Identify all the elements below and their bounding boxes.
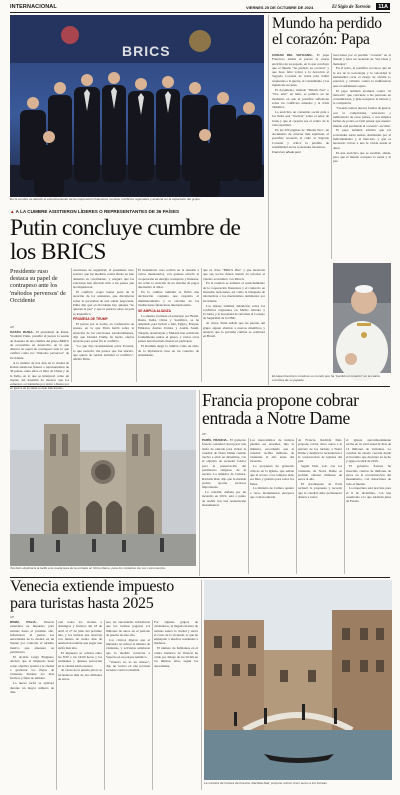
venecia-paragraph: Venecia extenderá su impuesto para turistas hasta el próximo año, informaron el jueves las autoridades de la ciudad, en un intento por controlar el turismo masivo que amenaza su patrimonio.: [10, 620, 54, 655]
francia-column-1: [202, 438, 246, 574]
venecia-dateline: ROMA, ITALIA.-: [10, 620, 38, 624]
brics-subsection-title: SE AMPLÍA ALIANZA: [138, 308, 171, 313]
venice-photo-illustration: [204, 580, 392, 780]
brics-divider: [71, 268, 72, 382]
brics-kicker: [10, 208, 264, 215]
francia-column-3: [298, 438, 342, 574]
notre-dame-photo: [10, 390, 196, 566]
francia-paragraph: La propuesta ha generado críticas de la Iglesia, que señala que el acceso a los templos debe ser libre y gratuito para todos los fieles.: [250, 464, 294, 486]
brics-paragraph: que es clave "BRICS Plus" y que mostraba que sus socios tienen interés en reforzar el vínculo económico con Moscú.: [203, 268, 265, 281]
venice-photo-caption: La ministra de Cultura de Francia, Rachida Dati, propone cobrar cinco euros a los turistas.: [204, 781, 328, 785]
papa-column-2: [333, 53, 391, 261]
papa-column-divider: [331, 53, 332, 259]
brics-subhead-block: [10, 268, 69, 338]
venecia-column-3: [106, 620, 150, 790]
venecia-paragraph: La nueva tarifa se aplicará durante un mayor número de días.: [10, 681, 54, 694]
francia-source: AP: [202, 432, 207, 436]
brics-paragraph: El Kremlin alegó la cumbre como un éxito de la diplomacia rusa en un contexto de aislamiento.: [138, 344, 199, 357]
francia-divider: [344, 438, 345, 574]
papa-headline: Mundo ha perdido el corazón: Papa: [272, 15, 382, 48]
papa-paragraph: reacciones por el perdido "corazón" en el mundo y hace un recuerdo de "sus ideas y mensajes".: [333, 53, 391, 66]
brics-dateline: KAZÁN, RUSIA.-: [10, 330, 35, 334]
pope-photo-illustration: [333, 263, 391, 373]
venecia-paragraph: El impuesto se cobrará entre las 8:30 y las 16:00 horas y los residentes y quienes pernocten en la ciudad están exentos.: [58, 650, 102, 668]
brics-paragraph: El mandatario ruso recibió en la reunión a varios mandatarios, con quienes abordó la cooperación en energía, transporte y finanzas, así como la creación de un sistema de pagos alternativo al dólar.: [138, 268, 199, 290]
brics-paragraph: Al cierre, Putin señaló que las puertas del grupo siguen abiertas a nuevos miembros y anunció que la próxima cumbre se celebrará en Brasil.: [203, 321, 265, 339]
brics-paragraph: El conflicto ocupó buena parte de la atención de los asistentes, que discutieron sobre la necesidad de una salida negociada. Putin dijo que en Occidente hay quienes "no quieren la paz" y que la presión sobre su país se intensificó.: [73, 290, 134, 316]
francia-paragraph: el iglesia aproximadamente recibe en su total anual de más de 14 millones de visitantes. La catedral ha estado cerrada desde el incendio que destruyó su techo y aguja en abril de 2019.: [346, 438, 391, 464]
venecia-paragraph: nes, las autoridades informaron que los turistas pagaron 2.4 millones de euros en el periodo de prueba de este año.: [106, 620, 150, 637]
venecia-paragraph: casi todos los viernes a domingos y festivos del 18 de abril al 27 de julio del próximo año, y los turistas que reserven con menos de cuatro días de antelación tendrán que pagar una tarifa más alta.: [58, 620, 102, 650]
papa-byline: Francisco añade pero: [272, 150, 302, 155]
papa-column-1: [272, 53, 329, 339]
brics-paragraph: En la reunión se enfatizó el estrechamiento de la cooperación financiera y el comercio en monedas nacionales, así como la búsqueda de alternativas a los mecanismos dominados por Occidente.: [203, 281, 265, 303]
papa-paragraph: El papa también advirtió que las sociedades están siendo dominadas por el individualismo y el mercado, y que es necesario volver a una fe vivida desde el amor.: [333, 128, 391, 150]
brics-kicker-text: A LA CUMBRE ASISTIERON LÍDERES O REPRESENTANTES DE 36 PAÍSES: [15, 209, 180, 214]
brics-column-2: [73, 268, 134, 382]
venecia-paragraph: "Venecia no es un museo", dijo un vecino en una protesta reciente contra la medida.: [106, 659, 150, 673]
venecia-divider: [56, 620, 57, 790]
brics-paragraph: "Lo que dijo recientemente sobre Ucrania, lo que escuchó, me parece que fue sincero, que quiere de verdad terminar el conflicto", afirmó Putin.: [73, 344, 134, 362]
francia-paragraph: de Francia, Rachida Dati, propone cobrar cinco euros a la entrada de los turistas a Notre Dame y destinar la recaudación a la conservación de iglesias del país.: [298, 438, 342, 464]
header-rule: [10, 12, 390, 13]
mid-page-rule: [10, 386, 390, 387]
page-header: [10, 3, 390, 12]
brics-paragraph: A la cumbre de tres días en la ciudad de Kazán asistieron líderes o representantes de 36 países, entre ellos el líder de China y de la India, en lo que se interpretó como un intento del Kremlin de mostrar que los esfuerzos occidentales por aislar a Rusia por su guerra en Ucrania no han funcionado.: [10, 360, 69, 391]
papa-paragraph: La encíclica de contenido social pide a los fieles que "vuelvan" sobre el amor de Jesús y que el corazón sea el centro de la vida espiritual.: [272, 110, 329, 127]
brics-paragraph: En la cumbre también se firmó una declaración conjunta que respalda el multilateralismo y la reforma de las instituciones financieras internacionales.: [138, 290, 199, 307]
francia-divider: [296, 438, 297, 574]
francia-paragraph: El gobierno francés ha invertido cientos de millones de euros en la reconstrucción del monumento, con donaciones de todo el mundo.: [346, 464, 391, 486]
francia-paragraph: Los intercambios de turistas pueden ser enormes, dijo la ministra, recordando que la catedral recibía millones de visitantes al año antes del incendio.: [250, 438, 294, 464]
brics-paragraph: cuestiones de seguridad; el presidente ruso sostuvo que las medidas contra Rusia no han detenido su crecimiento, y aseguró que las sanciones han afectado más a los países que las impusieron.: [73, 268, 134, 290]
papa-paragraph: En las 220 páginas de "Dilexit Nos", un documento de carácter más espiritual, el pontífice recuerda el culto al Sagrado Corazón y critica la pérdida de sensibilidad en las sociedades modernas.: [272, 127, 329, 150]
section-divider-bottom: [201, 580, 202, 790]
brics-summit-photo: [10, 15, 264, 197]
venecia-column-2: [58, 620, 102, 790]
newspaper-name: El Siglo de Torreón: [332, 4, 371, 10]
brics-headline: Putin concluye cumbre de los BRICS: [10, 215, 241, 265]
venice-photo: [204, 580, 392, 780]
brics-column-1: [10, 330, 69, 391]
francia-column-4: [346, 438, 391, 574]
francia-paragraph: Según Dati, solo con los visitantes de Notre Dame se podrían obtener millones de euros al año.: [298, 464, 342, 482]
francia-headline: Francia propone cobrar entrada a Notre Dame: [202, 390, 359, 428]
venecia-column-1: [10, 620, 54, 790]
francia-paragraph: La reapertura está prevista para el 8 de diciembre, con una ceremonia a la que asistirán jefes de Estado.: [346, 486, 391, 504]
venecia-source: AP: [10, 615, 15, 619]
francia-column-2: [250, 438, 294, 574]
page-number: 11A: [378, 3, 388, 10]
section-name: INTERNACIONAL: [10, 4, 57, 10]
papa-paragraph: El papa también arremete contra "el mercado" que convierte a las personas en consumidores, y pide recuperar la ternura y la compasión.: [333, 88, 391, 106]
papa-paragraph: El documento, titulado "Dilexit Nos" o "Nos amó" en latín, se publicó en un momento en que el pontífice reflexiona sobre los conflictos armados y la crisis climática.: [272, 87, 329, 110]
notre-dame-photo-illustration: [10, 390, 196, 566]
papa-dateline: CIUDAD DEL VATICANO.-: [272, 53, 314, 57]
section-divider-right: [268, 15, 269, 385]
triangle-bullet-icon: ▲: [10, 209, 15, 214]
papa-paragraph: Es una encíclica que se escribió, añade, para que el mundo recupere la razón y la paz.: [333, 150, 391, 164]
venecia-paragraph: Los críticos dijeron que el impuesto no reduce el número de visitantes, y activistas señalaron que la medida convierte a Venecia en un parque temático.: [106, 637, 150, 659]
brics-source: AP: [10, 325, 15, 329]
pope-photo-caption: El papa Francisco condena su mundo que ha "perdido el corazón" en la cuarta encíclica de su papado.: [272, 374, 380, 382]
venecia-paragraph: El alcalde Luigi Brugnaro declaró que el impuesto tiene como objetivo ayudar a la ciudad a gestionar los flujos de visitantes durante los días festivos y fines de semana.: [10, 654, 54, 681]
venecia-paragraph: Al cierre de la prueba piloto se recaudaron más de dos millones de euros.: [58, 668, 102, 682]
brics-subsection-title: PROMESA DE TRUMP: [73, 317, 108, 322]
venecia-column-4: [154, 620, 198, 790]
papa-paragraph: El papa Francisco emitió el jueves la cuarta encíclica de su papado, en la que concluye que el mundo "ha perdido su corazón" y que hace falta volver a la devoción al Sagrado Corazón de Jesús para hallar respuestas a la guerra, el consumismo y las injusticias sociales.: [272, 53, 330, 88]
brics-paragraph: El presidente de Rusia, Vladímir Putin, presidió el jueves la sesión de clausura de una cumbre del grupo BRICS de economías en desarrollo, en la que destacó su papel de contrapeso ante lo que calificó como los "métodos perversos" de Occidente.: [10, 330, 69, 360]
papa-paragraph: "Cuando vemos nuevas formas de guerra, con la complicidad, tolerancia o indiferencia de otros países, o con simples luchas de poder, es fácil pensar que nuestro mundo está perdiendo el corazón", escribió.: [333, 106, 391, 128]
brics-divider: [201, 268, 202, 382]
notre-dame-photo-caption: También duplicaría la tarifa a la cuarta tasa de la entrada en Notre Dame, para los visitantes de sus monumentos.: [10, 566, 166, 570]
venecia-paragraph: Por algunas grupos de ciudadanos, la llegada masiva de turistas satura la ciudad y eleva el costo de la vivienda, lo que ha empujado a muchos residentes a mudarse.: [154, 620, 198, 646]
venecia-divider: [152, 620, 153, 790]
brics-paragraph: La alianza, formada en principio por Brasil, Rusia, India, China y Sudáfrica, se ha ampliado para incluir a Irán, Egipto, Etiopía, Emiratos Árabes Unidos y Arabia Saudí. Turquía, Azerbaiyán y Malasia han solicitado formalmente unirse al grupo, y varios otros países han mostrado interés en participar.: [138, 313, 199, 344]
brics-paragraph: El jueves por la noche, en conferencia de prensa, en la que Putin habló sobre la situación de las elecciones estadounidenses, dijo que Donald Trump ha hecho ofertas sinceras para poner fin al conflicto.: [73, 322, 134, 344]
francia-paragraph: La ministra de Cultura apuntó a otros monumentos europeos que cobran entrada.: [250, 486, 294, 500]
francia-divider: [248, 438, 249, 574]
venecia-headline: Venecia extiende impuesto para turistas hasta 2025: [10, 578, 174, 612]
issue-date: VIERNES 25 DE OCTUBRE DE 2024: [246, 5, 314, 10]
brics-banner-text: BRICS: [122, 43, 171, 59]
brics-divider: [136, 268, 137, 382]
francia-paragraph: El gobierno francés consideró incorporar una tarifa de entrada para visitar la catedral de Notre Dame cuando vuelva a abrir en diciembre, con el objetivo de recaudar fondos para la preservación del patrimonio religioso de la nación. La ministra de Cultura, Rachida Dati, dijo que la medida podría aportar recursos importantes.: [202, 438, 246, 490]
venecia-paragraph: El número de habitantes en el centro histórico de Venecia ha caído por debajo de los 50 mil en los últimos años, según las autoridades.: [154, 646, 198, 668]
brics-subhead: Presidente ruso destaca su papel de contrapeso ante los 'métodos perversos' de Occidente: [10, 268, 66, 304]
brics-column-3: [138, 268, 199, 382]
francia-dateline: PARÍS, FRANCIA.-: [202, 438, 229, 442]
brics-paragraph: Los líderes también debatieron sobre los conflictos regionales en Medio Oriente y Ucrania, y la necesidad de reformar el Consejo de Seguridad de la ONU.: [203, 303, 265, 321]
section-divider-center: [199, 390, 200, 576]
venecia-divider: [104, 620, 105, 790]
brics-column-4: [203, 268, 265, 382]
brics-photo-caption: En la cumbre se abordó el estrechamiento de la cooperación financiera, resolver conflictos regionales y avanzar en la expansión del grupo.: [10, 197, 201, 201]
papa-paragraph: En el texto, el pontífice reconoce que en la era de la tecnología y la velocidad la humanidad corre el riesgo de olvidar lo esencial, y advierte contra la indiferencia ante el sufrimiento ajeno.: [333, 66, 391, 88]
francia-paragraph: El arzobispado de París rechazó la propuesta y recordó que la catedral debe permanecer abierta a todos.: [298, 482, 342, 500]
francia-paragraph: La catedral, dañada por un incendio en 2019, está a punto de reabrir tras una restauración monumental.: [202, 490, 246, 508]
pope-photo: [333, 263, 391, 373]
